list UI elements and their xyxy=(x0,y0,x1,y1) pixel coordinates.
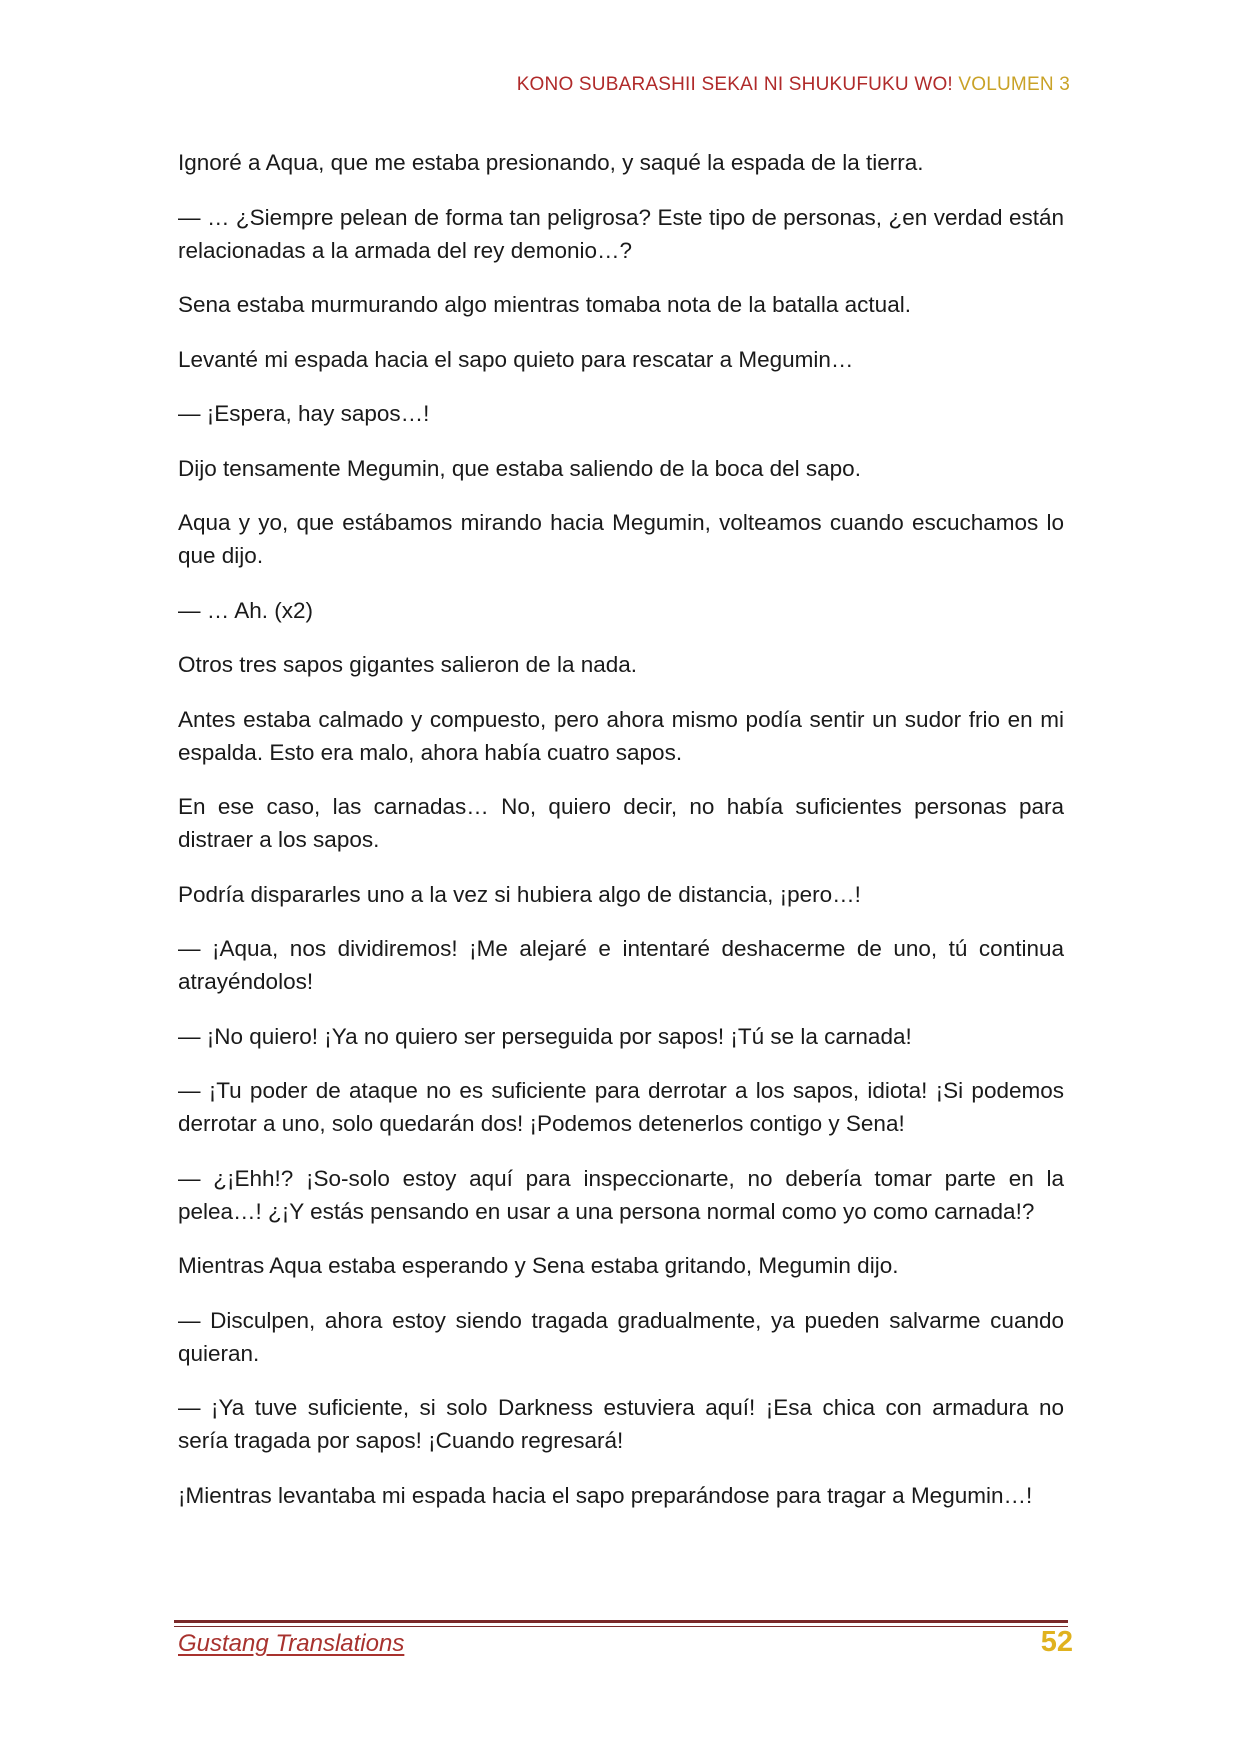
footer-credit-link[interactable]: Gustang Translations xyxy=(178,1630,405,1657)
footer-divider-thick xyxy=(174,1620,1068,1623)
header-volume: VOLUMEN 3 xyxy=(958,74,1070,95)
paragraph: — ¡Ya tuve suficiente, si solo Darkness estuviera aquí! ¡Esa chica con armadura no sería tragada por sapos! ¡Cuando regresará! xyxy=(178,1395,1064,1453)
paragraph: Aqua y yo, que estábamos mirando hacia Megumin, volteamos cuando escuchamos lo que dijo. xyxy=(178,510,1064,568)
page-number: 52 xyxy=(1040,1626,1073,1658)
paragraph: — ¡Aqua, nos dividiremos! ¡Me alejaré e intentaré deshacerme de uno, tú continua atrayéndolos! xyxy=(178,936,1064,994)
paragraph: — ¡No quiero! ¡Ya no quiero ser perseguida por sapos! ¡Tú se la carnada! xyxy=(178,1023,912,1049)
running-header xyxy=(517,74,1070,96)
paragraph: — … ¿Siempre pelean de forma tan peligrosa? Este tipo de personas, ¿en verdad están relacionadas a la armada del rey demonio…? xyxy=(178,204,1064,263)
paragraph: Ignoré a Aqua, que me estaba presionando, y saqué la espada de la tierra. xyxy=(178,150,924,175)
paragraph: Podría dispararles uno a la vez si hubiera algo de distancia, ¡pero…! xyxy=(178,881,861,907)
paragraph: — ¡Espera, hay sapos…! xyxy=(178,401,430,426)
paragraph: — Disculpen, ahora estoy siendo tragada gradualmente, ya pueden salvarme cuando quieran. xyxy=(178,1307,1064,1366)
page-body xyxy=(178,146,1064,1533)
paragraph: Otros tres sapos gigantes salieron de la nada. xyxy=(178,652,638,677)
paragraph: — ¡Tu poder de ataque no es suficiente para derrotar a los sapos, idiota! ¡Si podemos derrotar a uno, solo quedarán dos! ¡Podemos detenerlos contigo y Sena! xyxy=(178,1078,1064,1136)
paragraph: Levanté mi espada hacia el sapo quieto para rescatar a Megumin… xyxy=(178,346,854,372)
paragraph: Mientras Aqua estaba esperando y Sena estaba gritando, Megumin dijo. xyxy=(178,1253,899,1278)
paragraph: ¡Mientras levantaba mi espada hacia el sapo preparándose para tragar a Megumin…! xyxy=(178,1482,1033,1508)
paragraph: — ¿¡Ehh!? ¡So-solo estoy aquí para inspeccionarte, no debería tomar parte en la pelea…! ¿¡Y estás pensando en usar a una persona normal como yo como carnada!? xyxy=(178,1165,1064,1224)
paragraph: En ese caso, las carnadas… No, quiero decir, no había suficientes personas para distraer a los sapos. xyxy=(178,794,1064,852)
header-series-title: KONO SUBARASHII SEKAI NI SHUKUFUKU WO! xyxy=(516,74,959,95)
paragraph: Antes estaba calmado y compuesto, pero ahora mismo podía sentir un sudor frio en mi espalda. Esto era malo, ahora había cuatro sapos. xyxy=(178,706,1064,765)
paragraph: — … Ah. (x2) xyxy=(178,597,314,623)
paragraph: Sena estaba murmurando algo mientras tomaba nota de la batalla actual. xyxy=(178,292,911,317)
footer-divider-thin xyxy=(174,1626,1068,1627)
paragraph: Dijo tensamente Megumin, que estaba saliendo de la boca del sapo. xyxy=(178,455,861,481)
